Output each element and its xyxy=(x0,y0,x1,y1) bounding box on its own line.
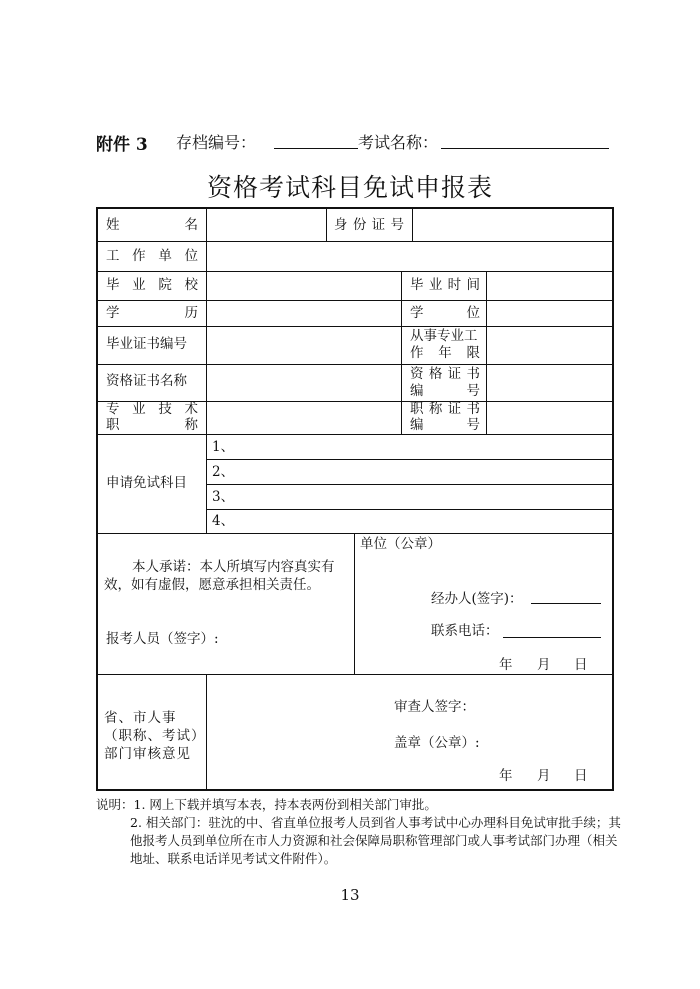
applicant-signature-label: 报考人员（签字）: xyxy=(106,631,219,647)
name-label: 姓 名 xyxy=(106,217,198,233)
qualification-cert-number-label-line1: 资 格 证 书 xyxy=(410,366,480,382)
exempt-subjects-label: 申请免试科目 xyxy=(106,475,187,491)
qualification-cert-name-label: 资格证书名称 xyxy=(106,373,187,389)
note-2: 2. 相关部门：驻沈的中、省直单位报考人员到省人事考试中心办理科目免试审批手续；其他报考人员到单位所在市人力资源和社会保障局职称管理部门或人事考试部门办理（相关地址、联系电话详见考试文件附件）。 xyxy=(130,815,621,866)
review-date-year: 年 xyxy=(499,768,513,784)
archive-number-label: 存档编号： xyxy=(176,133,257,152)
handler-signature-field[interactable] xyxy=(531,603,601,604)
form-header xyxy=(96,130,616,154)
page-number: 13 xyxy=(340,886,360,904)
subject-2[interactable]: 2、 xyxy=(212,464,235,480)
notes xyxy=(96,796,622,868)
contact-phone-field[interactable] xyxy=(503,637,601,638)
id-number-label: 身 份 证 号 xyxy=(334,217,404,233)
qualification-cert-number-label-line2: 编 号 xyxy=(410,383,480,399)
page-title: 资格考试科目免试申报表 xyxy=(206,173,493,202)
seal-label: 盖章（公章）: xyxy=(394,735,480,751)
subject-4[interactable]: 4、 xyxy=(212,513,235,529)
contact-phone-label: 联系电话： xyxy=(431,623,499,639)
note-1: 说明：1. 网上下载并填写本表，持本表两份到相关部门审批。 xyxy=(96,797,437,812)
employer-field[interactable] xyxy=(208,243,610,269)
work-years-label-line1: 从事专业工 xyxy=(410,328,478,344)
handler-signature-label: 经办人(签字)： xyxy=(431,591,523,607)
title-cert-number-label-line2: 编 号 xyxy=(410,417,480,433)
name-field[interactable] xyxy=(208,211,324,239)
unit-date-day: 日 xyxy=(574,657,588,673)
exam-name-label: 考试名称： xyxy=(358,133,439,152)
school-label: 毕 业 院 校 xyxy=(106,277,198,293)
title-cert-number-label-line1: 职 称 证 书 xyxy=(410,401,480,417)
subject-3[interactable]: 3、 xyxy=(212,489,235,505)
work-years-label-line2: 作 年 限 xyxy=(410,345,480,361)
attachment-label: 附件 3 xyxy=(96,135,148,155)
review-dept-label: 省、市人事（职称、考试）部门审核意见 xyxy=(104,710,199,762)
review-date-day: 日 xyxy=(574,768,588,784)
unit-seal-label: 单位（公章） xyxy=(360,536,441,552)
employer-label: 工 作 单 位 xyxy=(106,248,198,264)
subject-1[interactable]: 1、 xyxy=(212,439,235,455)
diploma-number-label: 毕业证书编号 xyxy=(106,336,187,352)
reviewer-signature-label: 审查人签字： xyxy=(394,699,475,715)
tech-title-label-line1: 专 业 技 术 xyxy=(106,401,198,417)
application-form-table xyxy=(96,207,614,791)
exam-name-field[interactable] xyxy=(441,148,609,149)
archive-number-field[interactable] xyxy=(274,148,358,149)
unit-date-month: 月 xyxy=(537,657,551,673)
pledge-text: 本人承诺：本人所填写内容真实有效，如有虚假，愿意承担相关责任。 xyxy=(104,559,335,593)
review-date-month: 月 xyxy=(537,768,551,784)
tech-title-label-line2: 职 称 xyxy=(106,417,198,433)
graduation-time-label: 毕 业 时 间 xyxy=(410,277,480,293)
education-label: 学 历 xyxy=(106,305,198,321)
unit-date-year: 年 xyxy=(499,657,513,673)
id-number-field[interactable] xyxy=(414,211,610,239)
degree-label: 学 位 xyxy=(410,305,480,321)
